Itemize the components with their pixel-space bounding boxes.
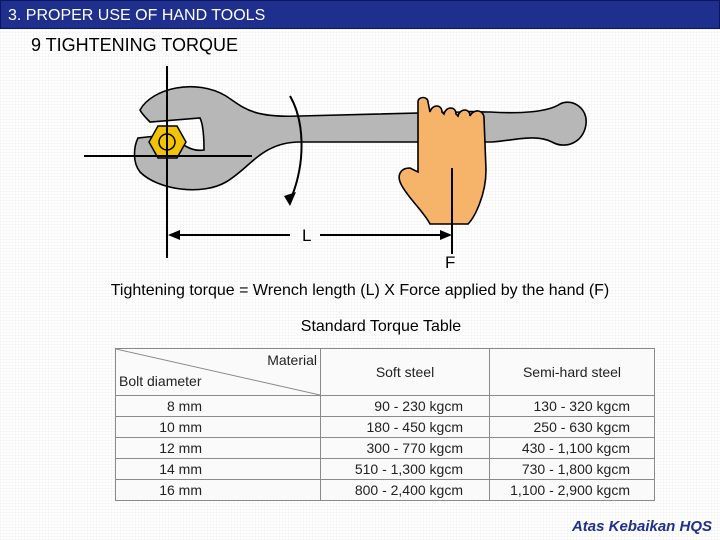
table-title: Standard Torque Table — [300, 318, 462, 335]
soft-steel-cell: 90 - 230 kgcm — [321, 396, 490, 417]
soft-steel-cell: 510 - 1,300 kgcm — [321, 459, 490, 480]
table-row — [116, 438, 655, 459]
rotation-arrow-icon — [290, 96, 302, 196]
credit-text: Atas Kebaikan HQS — [571, 518, 712, 535]
torque-table — [115, 348, 655, 501]
table-row — [116, 480, 655, 501]
semi-hard-steel-cell: 1,100 - 2,900 kgcm — [490, 480, 655, 501]
table-row — [116, 417, 655, 438]
formula-text: Tightening torque = Wrench length (L) X Force applied by the hand (F) — [110, 282, 610, 299]
semi-hard-steel-cell: 250 - 630 kgcm — [490, 417, 655, 438]
semi-hard-steel-cell: 130 - 320 kgcm — [490, 396, 655, 417]
header-title: 3. PROPER USE OF HAND TOOLS — [8, 7, 266, 24]
column-header-semi-hard-steel: Semi-hard steel — [490, 349, 655, 396]
soft-steel-cell: 800 - 2,400 kgcm — [321, 480, 490, 501]
wrench-illustration — [0, 55, 720, 275]
material-header: Material — [267, 352, 317, 368]
section-title: 9 TIGHTENING TORQUE — [31, 35, 239, 55]
soft-steel-cell: 180 - 450 kgcm — [321, 417, 490, 438]
table-header-row — [116, 349, 655, 396]
wrench-icon — [135, 87, 587, 190]
soft-steel-cell: 300 - 770 kgcm — [321, 438, 490, 459]
force-label: F — [445, 253, 456, 272]
diameter-cell: 16 mm — [116, 480, 321, 501]
diameter-cell: 12 mm — [116, 438, 321, 459]
table-row — [116, 459, 655, 480]
slide-header — [0, 0, 720, 29]
table-row — [116, 396, 655, 417]
column-header-soft-steel: Soft steel — [321, 349, 490, 396]
bolt-diameter-header: Bolt diameter — [119, 373, 202, 389]
diameter-cell: 14 mm — [116, 459, 321, 480]
length-label: L — [302, 226, 312, 245]
diameter-cell: 10 mm — [116, 417, 321, 438]
semi-hard-steel-cell: 430 - 1,100 kgcm — [490, 438, 655, 459]
semi-hard-steel-cell: 730 - 1,800 kgcm — [490, 459, 655, 480]
diameter-cell: 8 mm — [116, 396, 321, 417]
table-corner-cell — [116, 349, 321, 396]
